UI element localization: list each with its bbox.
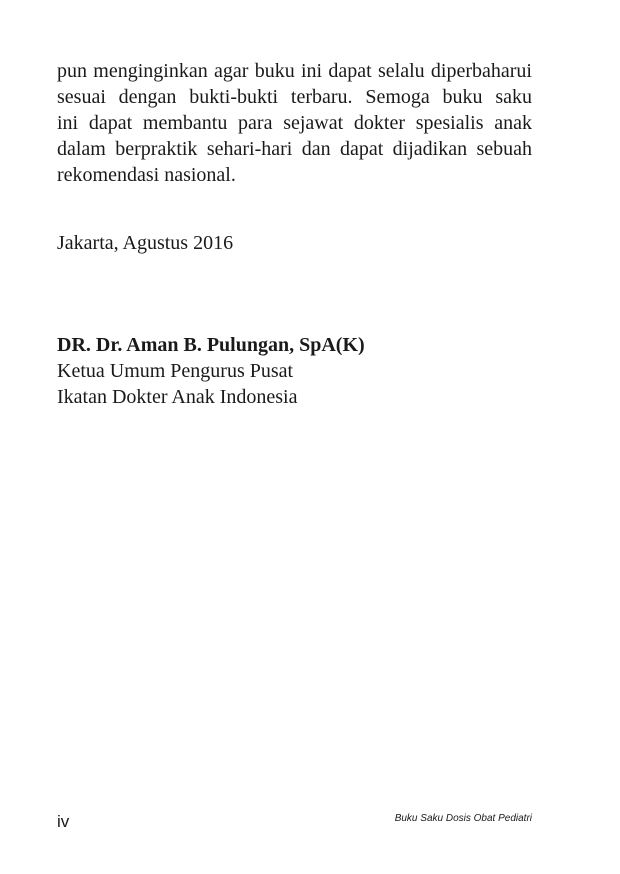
page-number: iv <box>57 812 70 831</box>
paragraph-line: pun menginginkan agar buku ini dapat selalu diperbaharui <box>57 60 532 82</box>
place-date: Jakarta, Agustus 2016 <box>57 232 234 254</box>
signature-block <box>57 332 365 410</box>
paragraph-line: rekomendasi nasional. <box>57 164 236 186</box>
body-paragraph <box>57 58 532 188</box>
document-page <box>57 58 532 188</box>
signatory-name: DR. Dr. Aman B. Pulungan, SpA(K) <box>57 334 365 356</box>
signatory-title: Ketua Umum Pengurus Pusat <box>57 360 294 382</box>
signatory-organization: Ikatan Dokter Anak Indonesia <box>57 386 298 408</box>
paragraph-line: sesuai dengan bukti-bukti terbaru. Semoga buku saku <box>57 86 532 108</box>
paragraph-line: dalam berpraktik sehari-hari dan dapat dijadikan sebuah <box>57 138 532 160</box>
running-footer-title: Buku Saku Dosis Obat Pediatri <box>394 813 532 824</box>
paragraph-line: ini dapat membantu para sejawat dokter spesialis anak <box>57 112 532 134</box>
